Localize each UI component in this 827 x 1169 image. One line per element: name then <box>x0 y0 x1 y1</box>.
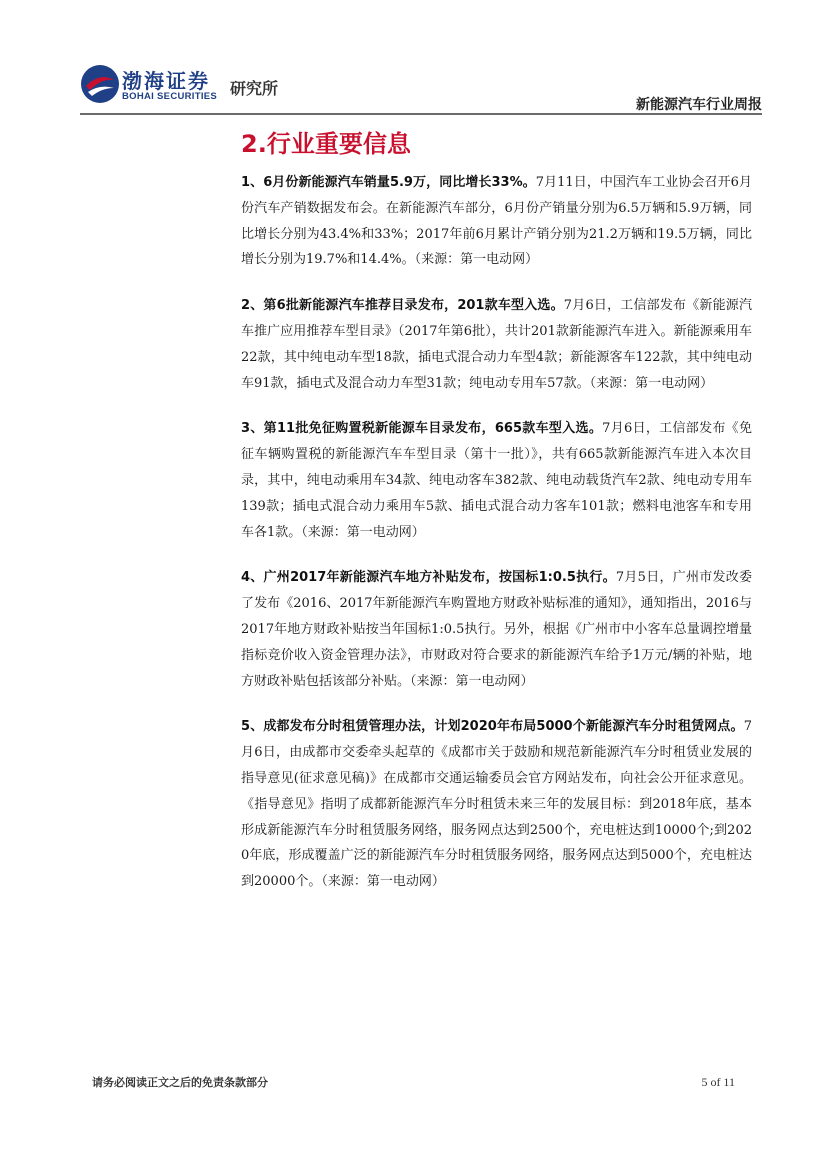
news-item <box>241 565 752 694</box>
news-body: 7月6日，工信部发布《免征车辆购置税的新能源汽车车型目录（第十一批）》，共有665款新能源汽车进入本次目录，其中，纯电动乘用车34款、纯电动客车382款、纯电动载货汽车2款、纯电动专用车139款；插电式混合动力乘用车5款、插电式混合动力客车101款；燃料电池客车和专用车各1款。（来源：第一电动网） <box>241 421 752 540</box>
page-number: 5 of 11 <box>701 1075 735 1089</box>
news-item <box>241 293 752 396</box>
news-body: 7月5日，广州市发改委了发布《2016、2017年新能源汽车购置地方财政补贴标准的通知》，通知指出，2016与2017年地方财政补贴按当年国标1:0.5执行。另外，根据《广州市中小客车总量调控增量指标竞价收入资金管理办法》，市财政对符合要求的新能源汽车给予1万元/辆的补贴，地方财政补贴包括该部分补贴。（来源：第一电动网） <box>241 570 752 689</box>
news-headline: 4、广州2017年新能源汽车地方补贴发布，按国标1:0.5执行。 <box>241 570 616 586</box>
news-item <box>241 416 752 545</box>
news-headline: 1、6月份新能源汽车销量5.9万，同比增长33%。 <box>241 175 536 190</box>
news-headline: 5、成都发布分时租赁管理办法，计划2020年布局5000个新能源汽车分时租赁网点。 <box>241 719 744 735</box>
section-title: 2.行业重要信息 <box>241 130 411 158</box>
news-body: 7月6日，工信部发布《新能源汽车推广应用推荐车型目录》（2017年第6批），共计201款新能源汽车进入。新能源乘用车22款，其中纯电动车型18款，插电式混合动力车型4款；新能源客车122款，其中纯电动车91款，插电式及混合动力车型31款；纯电动专用车57款。（来源：第一电动网） <box>241 298 752 391</box>
report-title: 新能源汽车行业周报 <box>636 97 762 113</box>
logo-chinese-name: 渤海证券 <box>122 69 210 93</box>
news-body: 7月11日，中国汽车工业协会召开6月份汽车产销数据发布会。在新能源汽车部分，6月份产销量分别为6.5万辆和5.9万辆，同比增长分别为43.4%和33%；2017年前6月累计产销分别为21.2万辆和19.5万辆，同比增长分别为19.7%和14.4%。（来源：第一电动网） <box>241 175 752 268</box>
disclaimer-note: 请务必阅读正文之后的免责条款部分 <box>92 1076 268 1089</box>
page-header <box>80 58 762 114</box>
news-headline: 3、第11批免征购置税新能源车目录发布，665款车型入选。 <box>241 421 603 437</box>
institute-label: 研究所 <box>230 79 279 98</box>
news-headline: 2、第6批新能源汽车推荐目录发布，201款车型入选。 <box>241 298 564 314</box>
news-list <box>241 170 752 915</box>
logo-english-name: BOHAI SECURITIES <box>122 91 218 102</box>
news-body: 7月6日，由成都市交委牵头起草的《成都市关于鼓励和规范新能源汽车分时租赁业发展的指导意见(征求意见稿)》在成都市交通运输委员会官方网站发布，向社会公开征求意见。《指导意见》指明了成都新能源汽车分时租赁未来三年的发展目标：到2018年底，基本形成新能源汽车分时租赁服务网络，服务网点达到2500个，充电桩达到10000个;到2020年底，形成覆盖广泛的新能源汽车分时租赁服务网络，服务网点达到5000个，充电桩达到20000个。（来源：第一电动网） <box>241 719 752 890</box>
news-item <box>241 170 752 273</box>
header-divider <box>80 113 762 115</box>
news-item <box>241 714 752 895</box>
bohai-logo-icon <box>80 64 120 104</box>
